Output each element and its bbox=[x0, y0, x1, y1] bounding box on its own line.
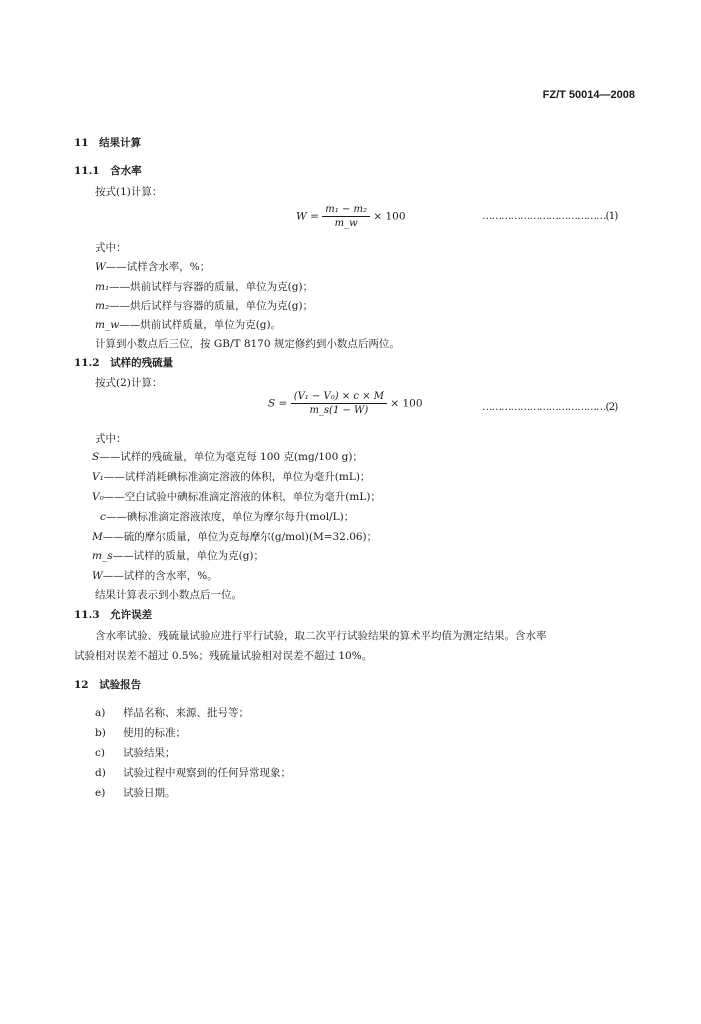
list-text: 样品名称、来源、批号等； bbox=[123, 707, 249, 719]
formula-1-tag: …………………………………(1) bbox=[482, 210, 618, 222]
def-symbol: S bbox=[92, 451, 100, 463]
def-text: ——试样消耗碘标准滴定溶液的体积，单位为毫升(mL)； bbox=[103, 471, 371, 483]
list-item bbox=[95, 745, 176, 760]
def-text: ——烘后试样与容器的质量，单位为克(g)； bbox=[109, 300, 314, 312]
def-text: ——试样的残硫量，单位为毫克每 100 克(mg/100 g)； bbox=[99, 451, 363, 463]
def-row bbox=[92, 469, 370, 484]
formula-2-intro: 按式(2)计算： bbox=[95, 377, 163, 389]
def-text: ——烘前试样质量，单位为克(g)。 bbox=[119, 319, 282, 331]
formula-2-tag: …………………………………(2) bbox=[482, 401, 618, 413]
def-text: ——试样的含水率，%。 bbox=[102, 570, 218, 582]
section-11-3-title: 11.3 允许误差 bbox=[74, 609, 153, 621]
def-symbol: V₀ bbox=[92, 491, 104, 503]
def-symbol: W bbox=[92, 570, 103, 582]
list-marker: d) bbox=[95, 767, 106, 779]
def-symbol: W bbox=[95, 261, 106, 273]
formula-2-rhs: × 100 bbox=[390, 397, 423, 410]
formula-2-fraction bbox=[291, 391, 387, 416]
def-row bbox=[95, 259, 210, 274]
def-row bbox=[95, 317, 281, 332]
list-marker: b) bbox=[95, 727, 106, 739]
def-row bbox=[92, 568, 218, 583]
def-symbol: m₂ bbox=[95, 300, 110, 312]
formula-1-fraction bbox=[322, 204, 370, 229]
def-text: ——空白试验中碘标准滴定溶液的体积，单位为毫升(mL)； bbox=[103, 491, 381, 503]
def-text: ——硫的摩尔质量，单位为克每摩尔(g/mol)(M=32.06)； bbox=[102, 531, 378, 543]
def-row bbox=[92, 548, 264, 563]
list-text: 试验日期。 bbox=[123, 787, 176, 799]
list-text: 试验过程中观察到的任何异常现象； bbox=[123, 767, 291, 779]
list-text: 使用的标准； bbox=[123, 727, 186, 739]
def-text: ——试样的质量，单位为克(g)； bbox=[112, 550, 265, 562]
list-marker: c) bbox=[95, 747, 105, 759]
def-symbol: V₁ bbox=[92, 471, 104, 483]
formula-2-numerator: (V₁ − V₀) × c × M bbox=[291, 391, 387, 404]
list-item bbox=[95, 725, 186, 740]
section-12-title: 12 试验报告 bbox=[74, 679, 142, 691]
formula-1 bbox=[296, 204, 406, 229]
list-item bbox=[95, 785, 176, 800]
list-marker: e) bbox=[95, 787, 106, 799]
section-11-1-title: 11.1 含水率 bbox=[74, 165, 142, 177]
def-row bbox=[95, 298, 313, 313]
def-symbol: m₁ bbox=[95, 281, 110, 293]
formula-1-intro: 按式(1)计算： bbox=[95, 186, 163, 198]
def-symbol: M bbox=[92, 531, 103, 543]
formula-2-lhs: S = bbox=[268, 397, 288, 410]
formula-1-rhs: × 100 bbox=[373, 210, 406, 223]
formula-1-denominator: m_w bbox=[334, 218, 358, 229]
tolerance-paragraph-line-1: 含水率试验、残硫量试验应进行平行试验，取二次平行试验结果的算术平均值为测定结果。含水率 bbox=[95, 630, 547, 642]
def-text: ——碘标准滴定溶液浓度，单位为摩尔每升(mol/L)； bbox=[105, 511, 355, 523]
def-row bbox=[92, 449, 363, 464]
formula-2-where: 式中： bbox=[95, 433, 127, 445]
tolerance-paragraph-line-2: 试验相对误差不超过 0.5%；残硫量试验相对误差不超过 10%。 bbox=[74, 650, 373, 662]
section-11-title: 11 结果计算 bbox=[74, 137, 142, 149]
def-row bbox=[92, 489, 381, 504]
rounding-note: 计算到小数点后三位，按 GB/T 8170 规定修约到小数点后两位。 bbox=[95, 338, 400, 350]
precision-note: 结果计算表示到小数点后一位。 bbox=[95, 589, 242, 601]
list-text: 试验结果； bbox=[123, 747, 176, 759]
def-symbol: c bbox=[100, 511, 106, 523]
list-item bbox=[95, 765, 291, 780]
def-row bbox=[95, 279, 313, 294]
list-marker: a) bbox=[95, 707, 106, 719]
formula-1-numerator: m₁ − m₂ bbox=[322, 204, 370, 217]
def-text: ——试样含水率，%； bbox=[105, 261, 211, 273]
standard-number: FZ/T 50014—2008 bbox=[542, 89, 635, 101]
def-symbol: m_w bbox=[95, 319, 120, 331]
section-11-2-title: 11.2 试样的残硫量 bbox=[74, 357, 174, 369]
def-row bbox=[100, 509, 354, 524]
formula-1-lhs: W = bbox=[296, 210, 319, 223]
list-item bbox=[95, 705, 249, 720]
formula-2 bbox=[268, 391, 423, 416]
formula-1-where: 式中： bbox=[95, 242, 127, 254]
def-row bbox=[92, 529, 377, 544]
formula-2-denominator: m_s(1 − W) bbox=[309, 405, 369, 416]
def-symbol: m_s bbox=[92, 550, 113, 562]
def-text: ——烘前试样与容器的质量，单位为克(g)； bbox=[109, 281, 314, 293]
